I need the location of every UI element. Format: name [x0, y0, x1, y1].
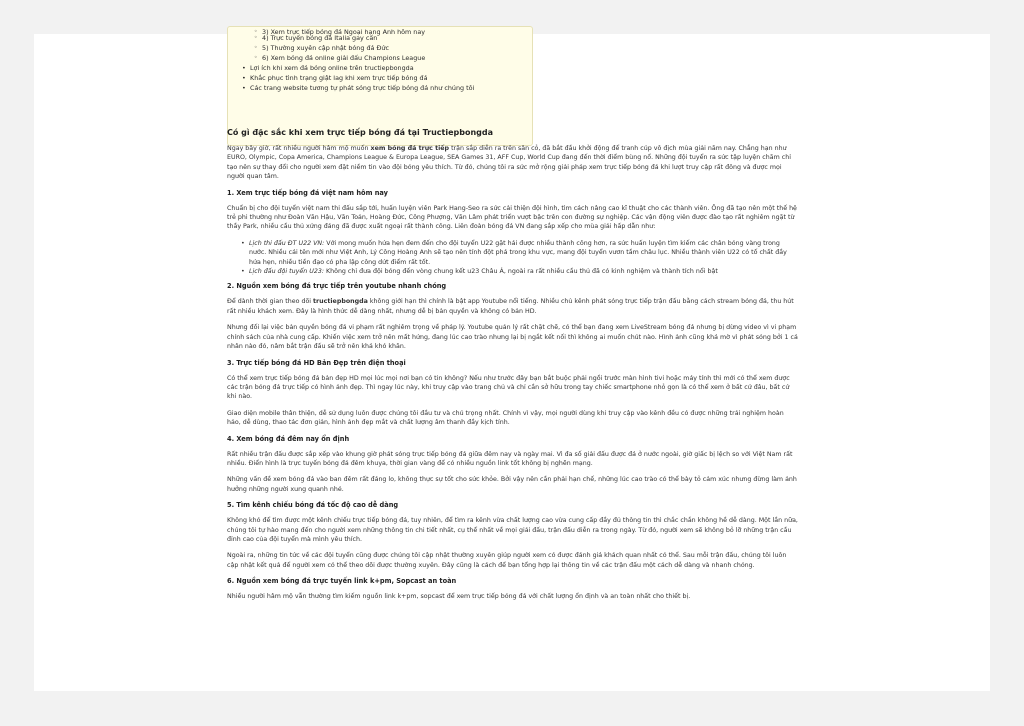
toc-item[interactable]: ◦ 3) Xem trực tiếp bóng đá Ngoại hạng Anh hôm nay	[238, 27, 532, 33]
article-body	[227, 128, 799, 609]
toc-mainlist	[238, 63, 532, 93]
section-paragraph: Nhưng đối lại việc bản quyền bóng đá vi phạm rất nghiêm trọng về pháp lý. Youtube quản lý rất chặt chẽ, có thể bạn đang xem LiveStream bóng đá nhưng bị dừng video vì vi phạm chính sách của nhà cung cấp. Khiến việc xem trở nên mất hứng, đang lúc cao trào nhưng lại bị ngắt kết nối thì không ai muốn chút nào. Hình ảnh cũng khá mờ vì phát sóng bởi 1 cá nhân nào đó, nâm bắt trận đấu sẽ trở nên khá khó khăn.	[227, 324, 798, 351]
section-heading: 2. Nguồn xem bóng đá trực tiếp trên youtube nhanh chóng	[227, 282, 447, 291]
section-heading: 3. Trực tiếp bóng đá HD Bản Đẹp trên điện thoại	[227, 358, 406, 367]
toc-item[interactable]: ◦ 6) Xem bóng đá online giải đấu Champions League	[238, 53, 532, 63]
list-item	[249, 239, 799, 267]
section-paragraph: Rất nhiều trận đấu được sắp xếp vào khung giờ phát sóng trực tiếp bóng đá giữa đêm nay và ngày mai. Vì đa số giải đấu được đá ở nước ngoài, giờ giấc bị lệch so với Việt Nam rất nhiều. Điển hình là trực tuyến bóng đá đêm khuya, thời gian vàng để có nhiều nguồn link tốt không bị nghẽn mạng.	[227, 450, 793, 467]
toc-sublist	[238, 27, 532, 63]
section-heading: 6. Nguồn xem bóng đá trực tuyến link k+pm, Sopcast an toàn	[227, 577, 457, 586]
list-item	[249, 267, 799, 276]
article-intro	[227, 144, 799, 182]
section-paragraph: Những vấn đề xem bóng đá vào ban đêm rất đáng lo, không thực sự tốt cho sức khỏe. Bởi vậy nên cần phải hạn chế, những lúc cao trào có thể bày tỏ cảm xúc nhưng đừng làm ảnh hưởng những người xung quanh nhé.	[227, 476, 797, 493]
toc-item[interactable]: • Khắc phục tình trạng giật lag khi xem trực tiếp bóng đá	[238, 73, 532, 83]
page-canvas	[34, 28, 990, 691]
list-item-text: Không chỉ đưa đội bóng đến vòng chung kết u23 Châu Á, ngoài ra rất nhiều cầu thủ đã có kinh nghiệm và thành tích nổi bật	[323, 268, 718, 276]
section-paragraph: Có thể xem trực tiếp bóng đá bản đẹp HD mọi lúc mọi nơi bạn có tin không? Nếu như trước đây bạn bắt buộc phải ngồi trước màn hình tivi hoặc máy tính thì mới có thể xem được các trận bóng đá trực tiếp có hình ảnh đẹp. Thì ngay lúc này, khi truy cập vào trang chủ và chỉ cần sở hữu trong tay chiếc smartphone nhỏ gọn là có thể xem ở bất cứ đâu, bất cứ khi nào.	[227, 374, 790, 401]
section-paragraph: Chuẩn bị cho đội tuyển việt nam thi đấu sắp tới, huấn luyện viên Park Hang-Seo ra sức cải thiện đội hình, tìm cách nâng cao kĩ thuật cho các thành viên. Ông đã tạo nên một thế hệ trẻ phi thường như Đoàn Văn Hậu, Văn Toản, Hoàng Đức, Công Phượng, Văn Lâm phát triển vượt bậc trên con đường sự nghiệp. Các vận động viên được đào tạo rất nghiêm ngặt từ thầy Park, nhiều cầu thủ xứng đáng đã được xuất ngoại rất thành công. Liên đoàn bóng đá VN đang sắp xếp cho mùa giải hấp dẫn như:	[227, 204, 797, 231]
section-paragraph-cut: Nhiều người hâm mộ vẫn thường tìm kiếm nguồn link k+pm, sopcast để xem trực tiếp bóng đá với chất lượng ổn định và an toàn nhất cho thiết bị.	[227, 593, 691, 601]
schedule-list	[227, 239, 799, 277]
brand-keyword[interactable]: tructiepbongda	[313, 298, 368, 306]
section-heading: 5. Tìm kênh chiếu bóng đá tốc độ cao dễ dàng	[227, 501, 399, 510]
section-paragraph: Không khó để tìm được một kênh chiếu trực tiếp bóng đá, tuy nhiên, để tìm ra kênh vừa chất lượng cao vừa cung cấp đầy đủ thông tin thì chắc chắn không hề dễ dàng. Một lần nữa, chúng tôi tự hào mang đến cho người xem những thông tin chi tiết nhất, cụ thể nhất về mọi giải đấu, trận đấu diễn ra trong ngày. Từ đó, người xem sẽ không bỏ lỡ những trận cầu đỉnh cao của đội tuyển mà mình yêu thích.	[227, 517, 798, 543]
section-heading: 1. Xem trực tiếp bóng đá việt nam hôm nay	[227, 188, 388, 197]
article-heading: Có gì đặc sắc khi xem trực tiếp bóng đá tại Tructiepbongda	[227, 128, 494, 137]
toc-item[interactable]: • Các trang website tương tự phát sóng trực tiếp bóng đá như chúng tôi	[238, 83, 532, 93]
section-paragraph: Ngoài ra, những tin tức về các đội tuyển cũng được chúng tôi cập nhật thường xuyên giúp người xem có được đánh giá khách quan nhất có thể. Sau mỗi trận đấu, chúng tôi luôn cập nhật kết quả để người xem có thể theo dõi được thường xuyên. Đây cũng là cách để bạn tổng hợp lại thông tin về các trận đấu một cách dễ dàng và nhanh chóng.	[227, 552, 787, 569]
section-paragraph	[227, 297, 799, 316]
intro-text: Ngay bây giờ, rất nhiều người hâm mộ muốn	[227, 145, 371, 152]
section-heading: 4. Xem bóng đá đêm nay ổn định	[227, 434, 350, 443]
intro-keyword: xem bóng đá trực tiếp	[370, 145, 450, 152]
paragraph-text: Để dành thời gian theo dõi	[227, 298, 314, 306]
toc-item[interactable]: ◦ 5) Thường xuyên cập nhật bóng đá Đức	[238, 43, 532, 53]
toc-item[interactable]: ◦ 4) Trực tuyến bóng đá Italia gay cấn	[238, 33, 532, 43]
intro-text: trận sắp diễn ra trên sân cỏ, đã bắt đầu khởi động để tranh cúp vô địch mùa giải năm nay. Chẳng hạn như EURO, Olympic, Copa America, Champions League & Europa League, SEA Games 31, AFF Cup, World Cup đang đến thời điểm bùng nổ. Những đội tuyển ra sức tập luyện chăm chỉ tạo nên sự thay đổi cho người xem đặt niềm tin vào đội bóng yêu thích. Từ đó, chúng tôi ra sức mở rộng giải pháp xem trực tiếp bóng đá khi lượt truy cập rất đông và được mọi người quan tâm.	[227, 145, 791, 181]
section-paragraph: Giao diện mobile thân thiện, dễ sử dụng luôn được chúng tôi đầu tư và chú trọng nhất. Chính vì vậy, mọi người dùng khi truy cập vào kênh đều có được những trải nghiệm hoàn hảo, dễ dùng, thao tác đơn giản, hình ảnh đẹp mắt và chất lượng âm thanh đầy kịch tính.	[227, 409, 784, 427]
paragraph-text: không giới hạn thì chính là bật app Youtube nổi tiếng. Nhiều chủ kênh phát sóng trực tiếp trận đấu bằng cách stream bóng đá, thu hút rất nhiều khách xem. Đây là hình thức dễ dàng nhất, nhưng dễ bị bản quyền và không có bản HD.	[227, 298, 794, 315]
list-item-label[interactable]: Lịch thi đấu ĐT U22 VN:	[249, 239, 325, 247]
toc-item[interactable]: • Lợi ích khi xem đá bóng online trên tructiepbongda	[238, 63, 532, 73]
list-item-label[interactable]: Lịch đấu đội tuyển U23:	[249, 268, 324, 276]
list-item-text: Với mong muốn hứa hẹn đem đến cho đội tuyển U22 gặt hái được nhiều thành công hơn, ra sức huấn luyện tìm kiếm các chân bóng vàng trong nước. Nhiều cái tên mới như Việt Anh, Lý Công Hoàng Anh sẽ tạo nên tính đột phá trong khu vực, mang đội tuyển vươn tầm châu lục. Nhiều thành viên U22 có tố chất đầy hứa hẹn, nhiều tiền đạo có pha lập công dứt điểm rất tốt.	[249, 239, 787, 266]
